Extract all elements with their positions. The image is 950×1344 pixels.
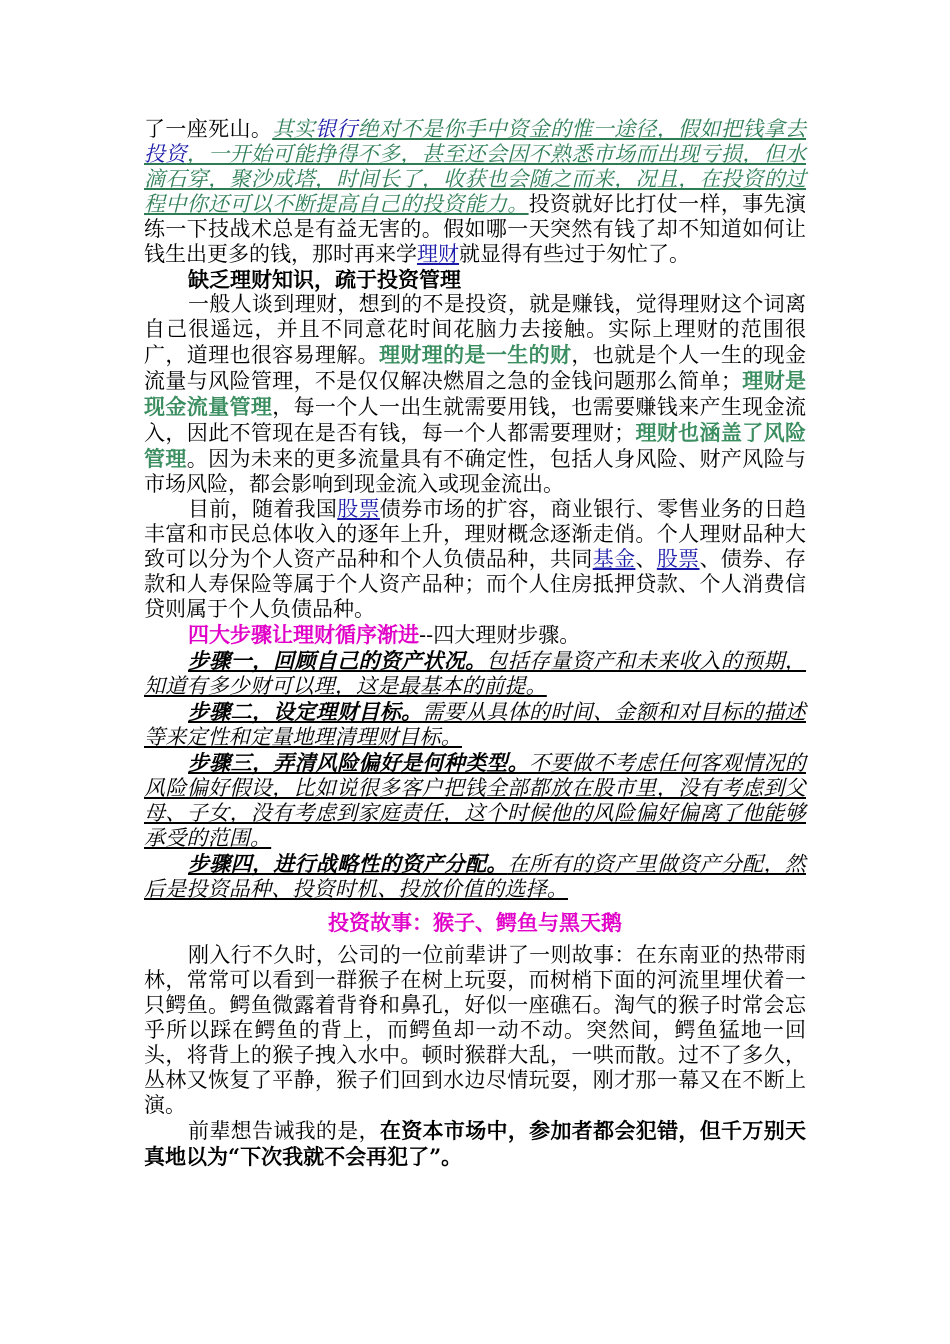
link-stock-2[interactable]: 股票 — [656, 547, 700, 571]
section-heading: 缺乏理财知识，疏于投资管理 — [188, 267, 461, 292]
step-item: 步骤二，设定理财目标。需要从具体的时间、金额和对目标的描述等来定性和定量地理清理财目标。 — [144, 699, 806, 749]
italic-quote: 其实银行绝对不是你手中资金的惟一途径，假如把钱拿去投资，一开始可能挣得不多，甚至还会因不熟悉市场而出现亏损，但水滴石穿，聚沙成塔，时间长了，收获也会随之而来，况且，在投资的过程中你还可以不断提高自己的投资能力。 — [144, 117, 807, 216]
link-bank[interactable]: 银行 — [314, 117, 358, 141]
steps-title: 四大步骤让理财循序渐进--四大理财步骤。 — [188, 622, 581, 647]
step-item: 步骤三，弄清风险偏好是何种类型。不要做不考虑任何客观情况的风险偏好假设，比如说很多客户把钱全部都放在股市里，没有考虑到父母、子女，没有考虑到家庭责任，这个时候他的风险偏好偏离了他能够承受的范围。 — [144, 750, 806, 850]
paragraph-licai-concept: 一般人谈到理财，想到的不是投资，就是赚钱，觉得理财这个词离自己很遥远，并且不同意花时间花脑力去接触。实际上理财的范围很广，道理也很容易理解。理财理的是一生的财，也就是个人一生的现金流量与风险管理，不是仅仅解决燃眉之急的金钱问题那么简单；理财是现金流量管理，每一个人一出生就需要用钱，也需要赚钱来产生现金流入，因此不管现在是否有钱，每一个人都需要理财；理财也涵盖了风险管理。因为未来的更多流量具有不确定性，包括人身风险、财产风险与市场风险，都会影响到现金流入或现金流出。 — [144, 292, 807, 496]
step-item: 步骤四，进行战略性的资产分配。在所有的资产里做资产分配，然后是投资品种、投资时机、投放价值的选择。 — [144, 851, 806, 901]
step-item: 步骤一，回顾自己的资产状况。包括存量资产和未来收入的预期，知道有多少财可以理，这是最基本的前提。 — [144, 648, 806, 698]
text: 了一座死山。 — [144, 117, 273, 141]
story-conclusion: 前辈想告诫我的是，在资本市场中，参加者都会犯错，但千万别天真地以为“下次我就不会再犯了”。 — [144, 1118, 807, 1169]
link-fund[interactable]: 基金 — [592, 547, 636, 571]
story-title: 投资故事：猴子、鳄鱼与黑天鹅 — [328, 910, 622, 935]
link-invest[interactable]: 投资 — [144, 142, 187, 166]
highlight-2: 理财是现金流量管理 — [144, 368, 807, 419]
link-licai[interactable]: 理财 — [417, 242, 459, 266]
story-paragraph: 刚入行不久时，公司的一位前辈讲了一则故事：在东南亚的热带雨林，常常可以看到一群猴子在树上玩耍，而树梢下面的河流里埋伏着一只鳄鱼。鳄鱼微露着背脊和鼻孔，好似一座礁石。淘气的猴子时常会忘乎所以踩在鳄鱼的背上，而鳄鱼却一动不动。突然间，鳄鱼猛地一回头，将背上的猴子拽入水中。顿时猴群大乱，一哄而散。过不了多久，丛林又恢复了平静，猴子们回到水边尽情玩耍，刚才那一幕又在不断上演。 — [144, 943, 806, 1117]
highlight-3: 理财也涵盖了风险管理 — [144, 420, 807, 471]
document-page — [144, 117, 806, 1170]
text: 就显得有些过于匆忙了。 — [459, 242, 690, 266]
highlight-1: 理财理的是一生的财 — [379, 342, 572, 367]
paragraph-market: 目前，随着我国股票债券市场的扩容，商业银行、零售业务的日趋丰富和市民总体收入的逐年上升，理财概念逐渐走俏。个人理财品种大致可以分为个人资产品种和个人负债品种，共同基金、股票、债券、存款和人寿保险等属于个人资产品种；而个人住房抵押贷款、个人消费信贷则属于个人负债品种。 — [144, 497, 807, 621]
link-stock[interactable]: 股票 — [337, 497, 380, 521]
paragraph-bank-investing — [144, 117, 806, 267]
text: 投资就好比打仗一样，事先演练一下技战术总是有益无害的。假如哪一天突然有钱了却不知道如何让钱生出更多的钱，那时再来学 — [144, 192, 807, 266]
